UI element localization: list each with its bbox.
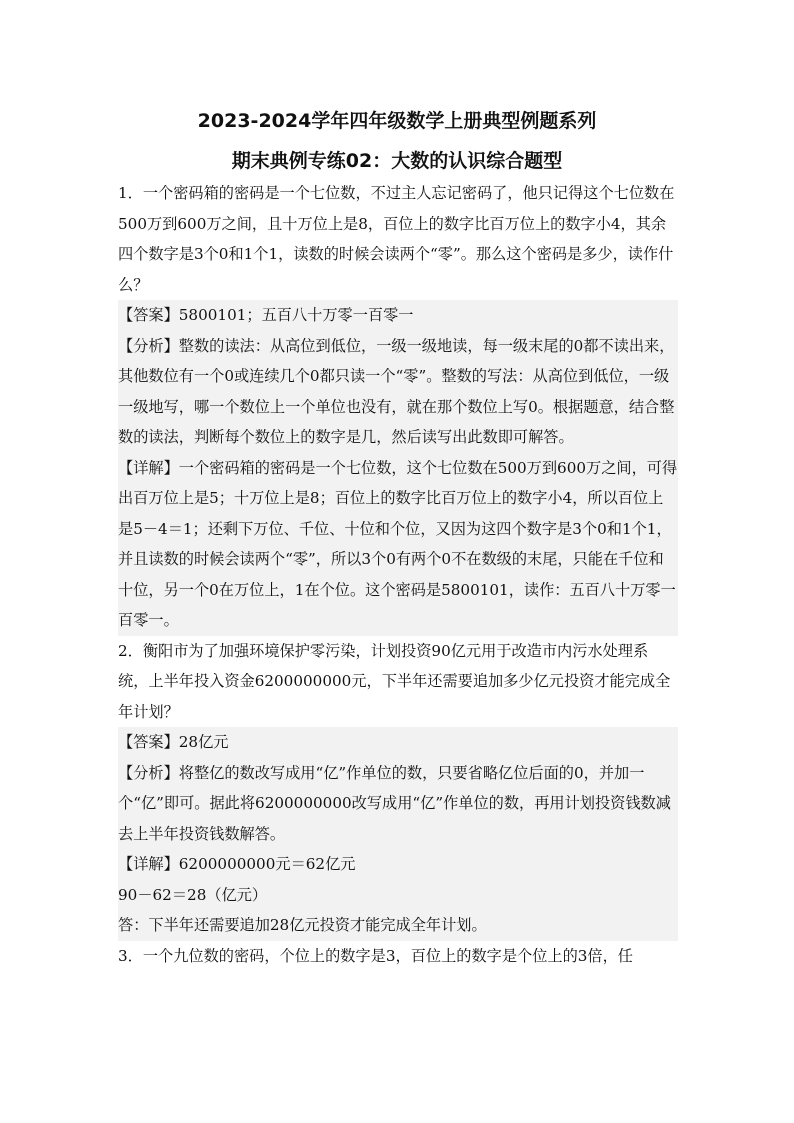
detail-text: 【详解】一个密码箱的密码是一个七位数，这个七位数在500万到600万之间，可得出百万位上是5；十万位上是8；百位上的数字比百万位上的数字小4，所以百位上是5－4＝1；还剩下万位、千位、十位和个位，又因为这四个数字是3个0和1个1，并且读数的时候会读两个“零”，所以3个0有两个0不在数级的末尾，只能在千位和十位，另一个0在万位上，1在个位。这个密码是5800101，读作：五百八十万零一百零一。 [118,458,678,629]
problem-list [118,178,678,971]
problem-1-question [118,178,678,300]
problem-2-solution [118,727,678,941]
question-text: 2．衡阳市为了加强环境保护零污染，计划投资90亿元用于改造市内污水处理系统，上半年投入资金6200000000元，下半年还需要追加多少亿元投资才能完成全年计划？ [118,641,671,721]
analysis-text: 【分析】将整亿的数改写成用“亿”作单位的数，只要省略亿位后面的0，并加一个“亿”即可。据此将6200000000改写成用“亿”作单位的数，再用计划投资钱数减去上半年投资钱数解答。 [118,763,671,843]
analysis-text: 【分析】整数的读法：从高位到低位，一级一级地读，每一级末尾的0都不读出来，其他数位有一个0或连续几个0都只读一个“零”。整数的写法：从高位到低位，一级一级地写，哪一个数位上一个单位也没有，就在那个数位上写0。根据题意，结合整数的读法，判断每个数位上的数字是几，然后读写出此数即可解答。 [118,336,675,446]
document-subtitle: 期末典例专练02：大数的认识综合题型 [231,150,563,172]
detail-text: 【详解】6200000000元＝62亿元 [118,855,356,873]
answer-text: 【答案】5800101；五百八十万零一百零一 [118,306,414,324]
document-title: 2023-2024学年四年级数学上册典型例题系列 [197,110,597,132]
detail-text: 答：下半年还需要追加28亿元投资才能完成全年计划。 [118,916,487,934]
question-text: 3．一个九位数的密码，个位上的数字是3，百位上的数字是个位上的3倍，任 [118,946,633,965]
detail-text: 90－62＝28（亿元） [118,885,268,904]
question-text: 1．一个密码箱的密码是一个七位数，不过主人忘记密码了，他只记得这个七位数在500万到600万之间，且十万位上是8，百位上的数字比百万位上的数字小4，其余四个数字是3个0和1个1，读数的时候会读两个“零”。那么这个密码是多少，读作什么？ [118,184,675,294]
problem-1-solution [118,300,678,636]
answer-text: 【答案】28亿元 [118,733,229,751]
problem-2-question [118,636,678,728]
problem-3-question [118,941,678,972]
